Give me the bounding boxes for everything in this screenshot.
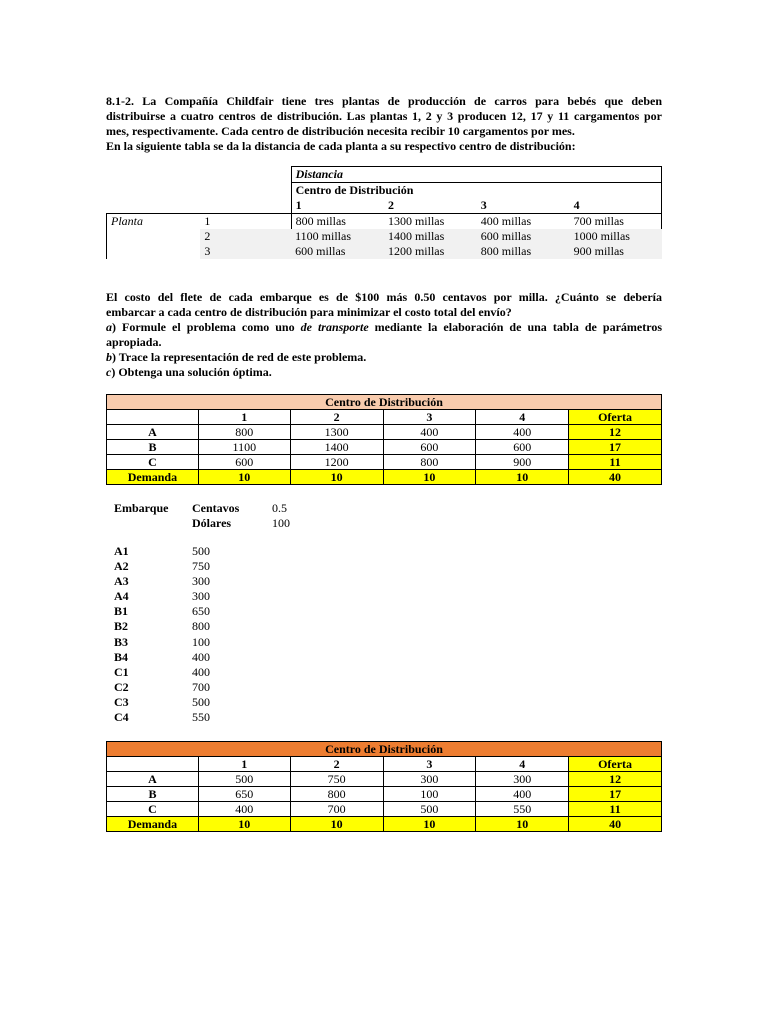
plant-number: 3 [204,244,211,258]
distance-cell: 1200 millas [387,244,445,258]
table-cell: 400 [198,802,290,817]
list-item: A3 300 [114,574,210,589]
question-text [106,290,662,380]
distance-cell: 800 millas [480,244,532,258]
list-item: C4 550 [114,710,210,725]
intro-line-2: distribuirse a cuatro centros de distribución. Las plantas 1, 2 y 3 producen 12, 17 y 11 cargamentos por [106,109,662,123]
distance-row [107,214,662,230]
distance-cell: 600 millas [295,244,346,258]
dollars-value: 100 [272,516,290,530]
list-item: B2 800 [114,619,210,634]
list-item: C2 700 [114,679,210,694]
distance-cell: 400 millas [480,214,532,228]
table-cell: 100 [383,787,476,802]
demand-cell: 10 [290,470,383,485]
total-cell: 40 [569,470,662,485]
list-item: B4 400 [114,649,210,664]
table-cell: 500 [198,772,290,787]
table-cell: 400 [476,425,569,440]
distance-cell: 600 millas [480,229,532,243]
dollars-label: Dólares [192,516,232,530]
center-header-4: 4 [570,198,662,214]
distance-row [107,244,662,259]
table2-title: Centro de Distribución [107,742,662,757]
table-cell: 800 [198,425,290,440]
cents-label: Centavos [192,501,240,515]
supply-cell: 17 [569,787,662,802]
demand-cell: 10 [198,470,290,485]
distance-cell: 1000 millas [573,229,630,243]
table-cell: 750 [290,772,383,787]
list-item: B3 100 [114,634,210,649]
question-a: a) Formule el problema como uno de transporte mediante la elaboración de una tabla de parámetros [106,320,662,334]
center-header-1: 1 [291,198,384,214]
shipment-params [114,501,414,533]
table-cell: 800 [383,455,476,470]
distance-cell: 800 millas [291,214,384,230]
table-cell: 550 [476,802,569,817]
intro-line-3: mes, respectivamente. Cada centro de distribución necesita recibir 10 cargamentos por mes. [106,124,575,138]
table2-col-1: 1 [198,757,290,772]
table-cell: 300 [476,772,569,787]
intro-line-4: En la siguiente tabla se da la distancia de cada planta a su respectivo centro de distribución: [106,139,576,153]
distance-matrix-table [106,394,662,485]
demand-cell: 10 [476,470,569,485]
table-cell: 650 [198,787,290,802]
list-item: C1 400 [114,664,210,679]
table-row [107,772,662,787]
plant-number: 1 [200,214,291,230]
table1-col-1: 1 [198,410,290,425]
question-a-cont: apropiada. [106,335,162,349]
table-cell: 600 [198,455,290,470]
table-row [107,425,662,440]
center-header-2: 2 [384,198,477,214]
list-item: B1 650 [114,604,210,619]
list-item: C3 500 [114,694,210,709]
center-header-3: 3 [477,198,570,214]
distance-cell: 1100 millas [295,229,352,243]
plant-number: 2 [204,229,211,243]
shipment-label: Embarque [114,501,169,515]
distance-cell: 700 millas [570,214,662,230]
table-row [107,787,662,802]
table-row [107,440,662,455]
demand-row [107,470,662,485]
demand-cell: 10 [476,817,569,832]
intro-line-1: 8.1-2. La Compañía Childfair tiene tres plantas de producción de carros para bebés que deben [106,94,662,108]
demand-cell: 10 [383,817,476,832]
table-cell: 1400 [290,440,383,455]
table-cell: 1200 [290,455,383,470]
table-cell: 700 [290,802,383,817]
supply-cell: 11 [569,455,662,470]
table-cell: 1100 [198,440,290,455]
row-label: C [107,455,199,470]
row-label: A [107,425,199,440]
table1-col-4: 4 [476,410,569,425]
table2-supply-header: Oferta [569,757,662,772]
plant-label: Planta [107,214,201,230]
demand-label: Demanda [107,817,199,832]
distance-table-subtitle: Centro de Distribución [291,183,661,199]
table-cell: 300 [383,772,476,787]
list-item: A2 750 [114,559,210,574]
demand-row [107,817,662,832]
table-row [107,802,662,817]
distance-cell: 1400 millas [387,229,445,243]
problem-statement [106,94,662,154]
list-item: A4 300 [114,589,210,604]
table-cell: 600 [383,440,476,455]
table2-col-2: 2 [290,757,383,772]
row-label: B [107,787,199,802]
table1-col-2: 2 [290,410,383,425]
distance-cell: 900 millas [573,244,624,258]
distance-row [107,229,662,244]
supply-cell: 11 [569,802,662,817]
question-line-2: embarcar a cada centro de distribución para minimizar el costo total del envío? [106,305,512,319]
cost-matrix-table [106,741,662,832]
demand-cell: 10 [383,470,476,485]
total-cell: 40 [569,817,662,832]
supply-cell: 17 [569,440,662,455]
supply-cell: 12 [569,772,662,787]
row-label: A [107,772,199,787]
table1-supply-header: Oferta [569,410,662,425]
demand-cell: 10 [198,817,290,832]
table1-title: Centro de Distribución [107,395,662,410]
distance-table [106,166,662,259]
question-b: b) Trace la representación de red de este problema. [106,350,367,364]
row-label: C [107,802,199,817]
table-cell: 400 [383,425,476,440]
table1-col-3: 3 [383,410,476,425]
cents-value: 0.5 [272,501,287,515]
table-cell: 1300 [290,425,383,440]
table-cell: 400 [476,787,569,802]
table2-col-3: 3 [383,757,476,772]
table-cell: 500 [383,802,476,817]
supply-cell: 12 [569,425,662,440]
demand-cell: 10 [290,817,383,832]
table-row [107,455,662,470]
table-cell: 800 [290,787,383,802]
cost-list [114,544,314,725]
distance-table-title: Distancia [291,167,661,183]
distance-cell: 1300 millas [387,214,445,228]
question-line-1: El costo del flete de cada embarque es de $100 más 0.50 centavos por milla. ¿Cuánto se debería [106,290,662,304]
question-c: c) Obtenga una solución óptima. [106,365,272,379]
row-label: B [107,440,199,455]
table-cell: 600 [476,440,569,455]
table-cell: 900 [476,455,569,470]
table2-col-4: 4 [476,757,569,772]
demand-label: Demanda [107,470,199,485]
list-item: A1 500 [114,544,210,558]
